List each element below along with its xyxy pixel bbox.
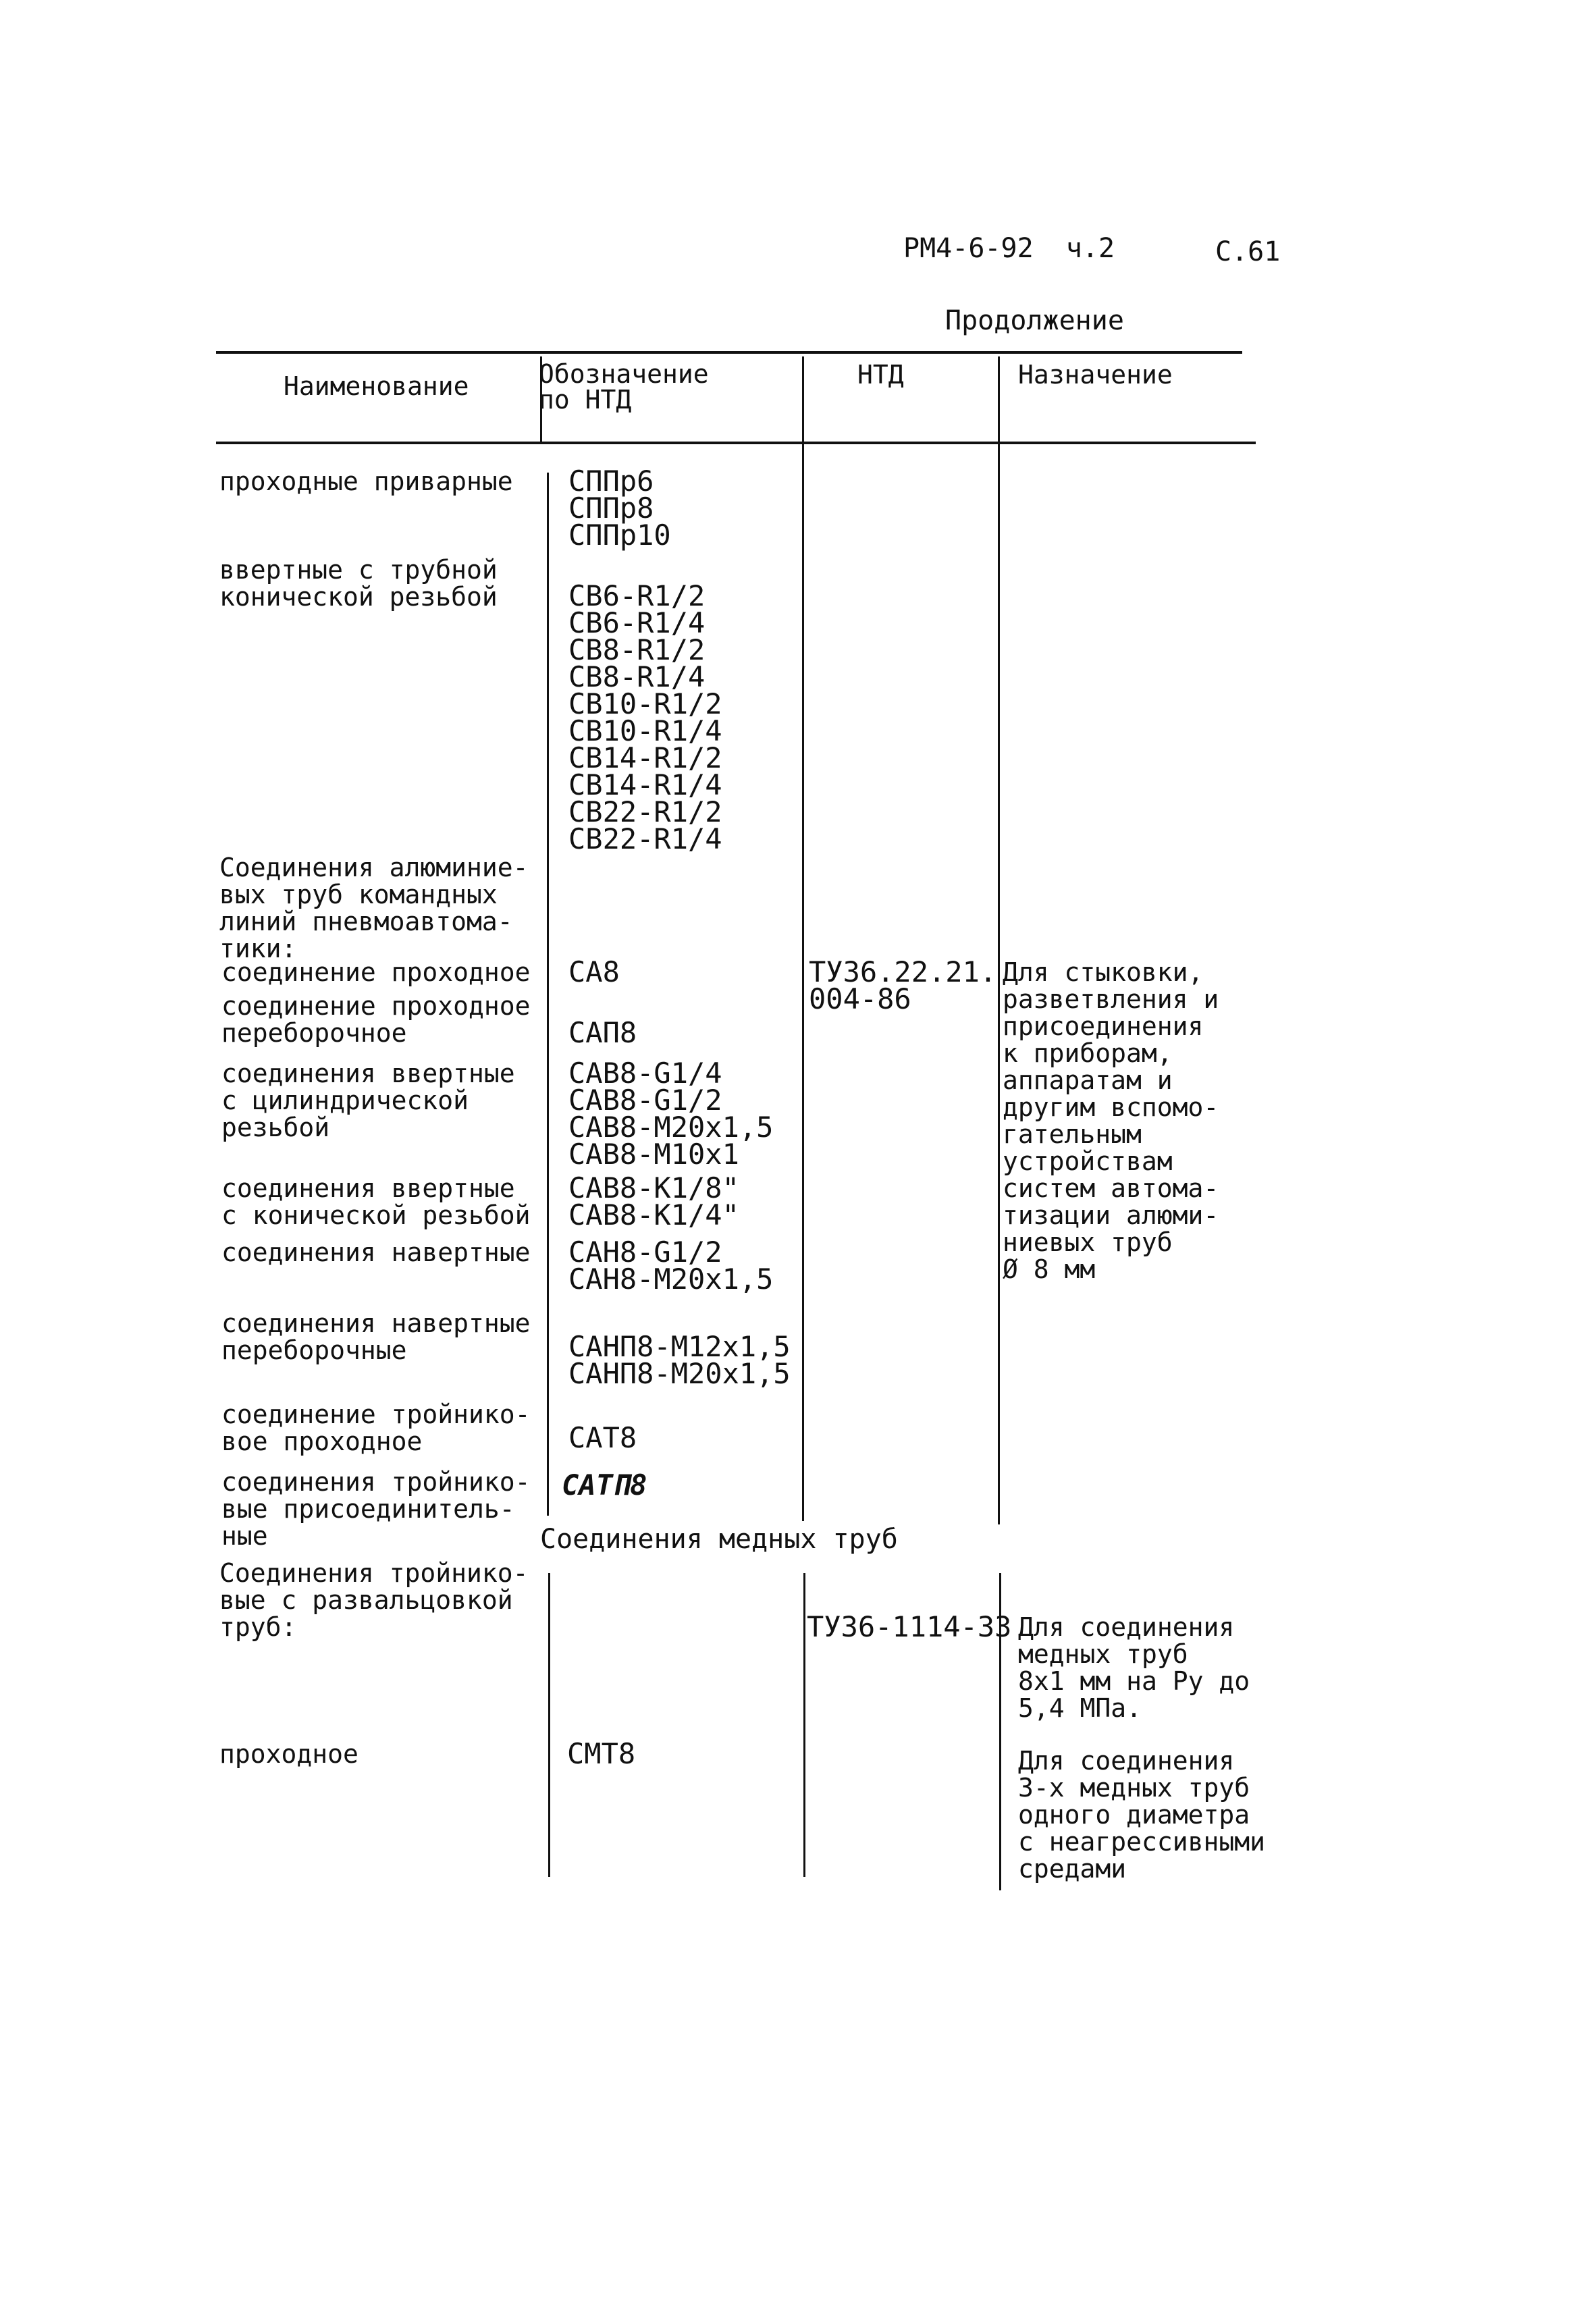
purpose-line: гательным [1003, 1119, 1142, 1149]
row-code: СППр6 [568, 464, 654, 498]
row-name: соединение проходное [221, 957, 531, 987]
row-name-line: вые присоединитель- [221, 1494, 515, 1524]
row-name-line: соединение проходное [221, 991, 531, 1021]
row-code: СВ22-R1/2 [568, 795, 722, 828]
column-divider-3 [998, 356, 1000, 1524]
row-codes [568, 1330, 791, 1390]
row-name: соединения навертные [221, 1238, 531, 1267]
column-header-designation-line2: по НТД [539, 385, 632, 415]
column-divider-2-lower [803, 1573, 805, 1877]
purpose-line: одного диаметра [1018, 1800, 1250, 1830]
row-code: СВ6-R1/2 [568, 579, 706, 612]
column-header-ntd: НТД [857, 360, 904, 390]
row-name [221, 1468, 531, 1549]
row-name-line: соединения навертные [221, 1308, 531, 1338]
purpose-line: присоединения [1003, 1011, 1204, 1041]
row-name-line: с цилиндрической [221, 1086, 469, 1115]
row-name-line: соединения ввертные [221, 1059, 515, 1088]
purpose-line: средами [1018, 1854, 1127, 1884]
table-top-rule [216, 351, 1242, 354]
row-code: САВ8-К1/4" [568, 1198, 739, 1231]
row-name-line: с конической резьбой [221, 1200, 531, 1230]
row-name-line: конической резьбой [219, 582, 498, 612]
row-code: САП8 [568, 1016, 637, 1049]
row-name-line: вое проходное [221, 1427, 423, 1456]
purpose-line: систем автома- [1003, 1173, 1219, 1203]
row-name: проходное [219, 1739, 358, 1769]
purpose-line: с неагрессивными [1018, 1827, 1266, 1857]
row-purpose [1018, 1747, 1265, 1882]
continuation-label: Продолжение [945, 305, 1124, 336]
row-codes [568, 1235, 774, 1296]
row-name-line: вые с развальцовкой [219, 1585, 513, 1615]
row-code: СВ14-R1/2 [568, 741, 722, 774]
group-copper-name [219, 1560, 529, 1641]
row-ntd-line: 004-86 [809, 982, 911, 1015]
row-code: САВ8-М20х1,5 [568, 1111, 774, 1144]
group-title-line: Соединения алюминие- [219, 853, 529, 882]
row-name-line: переборочные [221, 1335, 407, 1365]
row-code: САН8-М20х1,5 [568, 1262, 774, 1296]
purpose-aluminium [1003, 959, 1219, 1283]
page-number: С.61 [1215, 236, 1281, 267]
group-title-copper: Соединения медных труб [540, 1524, 898, 1555]
row-name-line: ные [221, 1521, 268, 1551]
purpose-line: Для соединения [1018, 1746, 1235, 1776]
row-code: САВ8-К1/8" [568, 1171, 739, 1204]
purpose-line: Для соединения [1018, 1612, 1235, 1642]
group-title-line: линий пневмоавтома- [219, 907, 513, 936]
row-name [221, 1060, 515, 1141]
row-code: САТ8 [568, 1421, 637, 1454]
table-header-rule [216, 442, 1256, 444]
column-divider-2 [802, 356, 804, 1521]
purpose-line: 3-х медных труб [1018, 1773, 1250, 1803]
row-codes [568, 464, 671, 552]
purpose-line: 5,4 МПа. [1018, 1693, 1142, 1723]
purpose-line: аппаратам и [1003, 1065, 1173, 1095]
document-code-number: РМ4-6-92 [903, 233, 1034, 264]
row-codes [568, 1057, 774, 1171]
row-ntd-line: ТУ36.22.21. [809, 955, 997, 988]
row-code: СА8 [568, 955, 620, 988]
row-code: СППр10 [568, 519, 671, 552]
row-codes [568, 1171, 739, 1231]
row-name [219, 556, 498, 610]
row-name-line: переборочное [221, 1018, 407, 1048]
row-code: СВ8-R1/4 [568, 660, 706, 693]
row-code: САН8-G1/2 [568, 1235, 722, 1269]
row-code: СВ14-R1/4 [568, 768, 722, 801]
row-code: СМТ8 [567, 1737, 636, 1770]
group-copper-ntd: ТУ36-1114-33 [807, 1610, 1012, 1643]
document-part: ч.2 [1065, 233, 1115, 264]
purpose-line: медных труб [1018, 1639, 1188, 1669]
purpose-line: разветвления и [1003, 984, 1219, 1014]
document-code [903, 233, 1115, 264]
column-divider-1 [547, 473, 549, 1516]
column-divider-1-lower [548, 1573, 550, 1877]
purpose-line: тизации алюми- [1003, 1200, 1219, 1230]
purpose-line: к приборам, [1003, 1038, 1173, 1068]
row-code: САТП8 [562, 1468, 647, 1501]
group-title-line: вых труб командных [219, 880, 498, 909]
row-code: САНП8-М12х1,5 [568, 1330, 791, 1363]
column-header-designation [539, 361, 709, 413]
row-code: САВ8-G1/4 [568, 1057, 722, 1090]
purpose-line: Для стыковки, [1003, 957, 1204, 987]
column-header-purpose: Назначение [1018, 360, 1173, 390]
group-copper-purpose [1018, 1614, 1250, 1722]
row-name [221, 1175, 531, 1229]
row-code: СВ22-R1/4 [568, 822, 722, 855]
purpose-line: устройствам [1003, 1146, 1173, 1176]
row-name [221, 1310, 531, 1364]
purpose-line: Ø 8 мм [1003, 1254, 1096, 1284]
row-name-line: соединения ввертные [221, 1173, 515, 1203]
row-name-line: труб: [219, 1612, 297, 1642]
row-name-line: Соединения тройнико- [219, 1558, 529, 1588]
row-code: СВ8-R1/2 [568, 633, 706, 666]
row-name-line: соединение тройнико- [221, 1400, 531, 1429]
column-header-designation-line1: Обозначение [539, 359, 709, 389]
row-code: СВ10-R1/2 [568, 687, 722, 720]
row-code: САВ8-М10х1 [568, 1138, 739, 1171]
row-code: СППр8 [568, 491, 654, 525]
column-header-name: Наименование [284, 371, 469, 401]
group-title-aluminium [219, 854, 529, 962]
row-name-line: соединения тройнико- [221, 1467, 531, 1497]
row-code: СВ6-R1/4 [568, 606, 706, 639]
row-name [221, 992, 531, 1046]
purpose-line: ниевых труб [1003, 1227, 1173, 1257]
row-name: проходные приварные [219, 467, 513, 496]
purpose-line: 8х1 мм на Ру до [1018, 1666, 1250, 1696]
row-name-line: резьбой [221, 1113, 330, 1142]
purpose-line: другим вспомо- [1003, 1092, 1219, 1122]
row-ntd [809, 955, 997, 1015]
group-title-line: тики: [219, 934, 297, 963]
row-code: САНП8-М20х1,5 [568, 1357, 791, 1390]
row-code: СВ10-R1/4 [568, 714, 722, 747]
row-codes [568, 579, 722, 855]
row-name [221, 1401, 531, 1455]
row-name-line: ввертные с трубной [219, 555, 498, 585]
row-code: САВ8-G1/2 [568, 1084, 722, 1117]
